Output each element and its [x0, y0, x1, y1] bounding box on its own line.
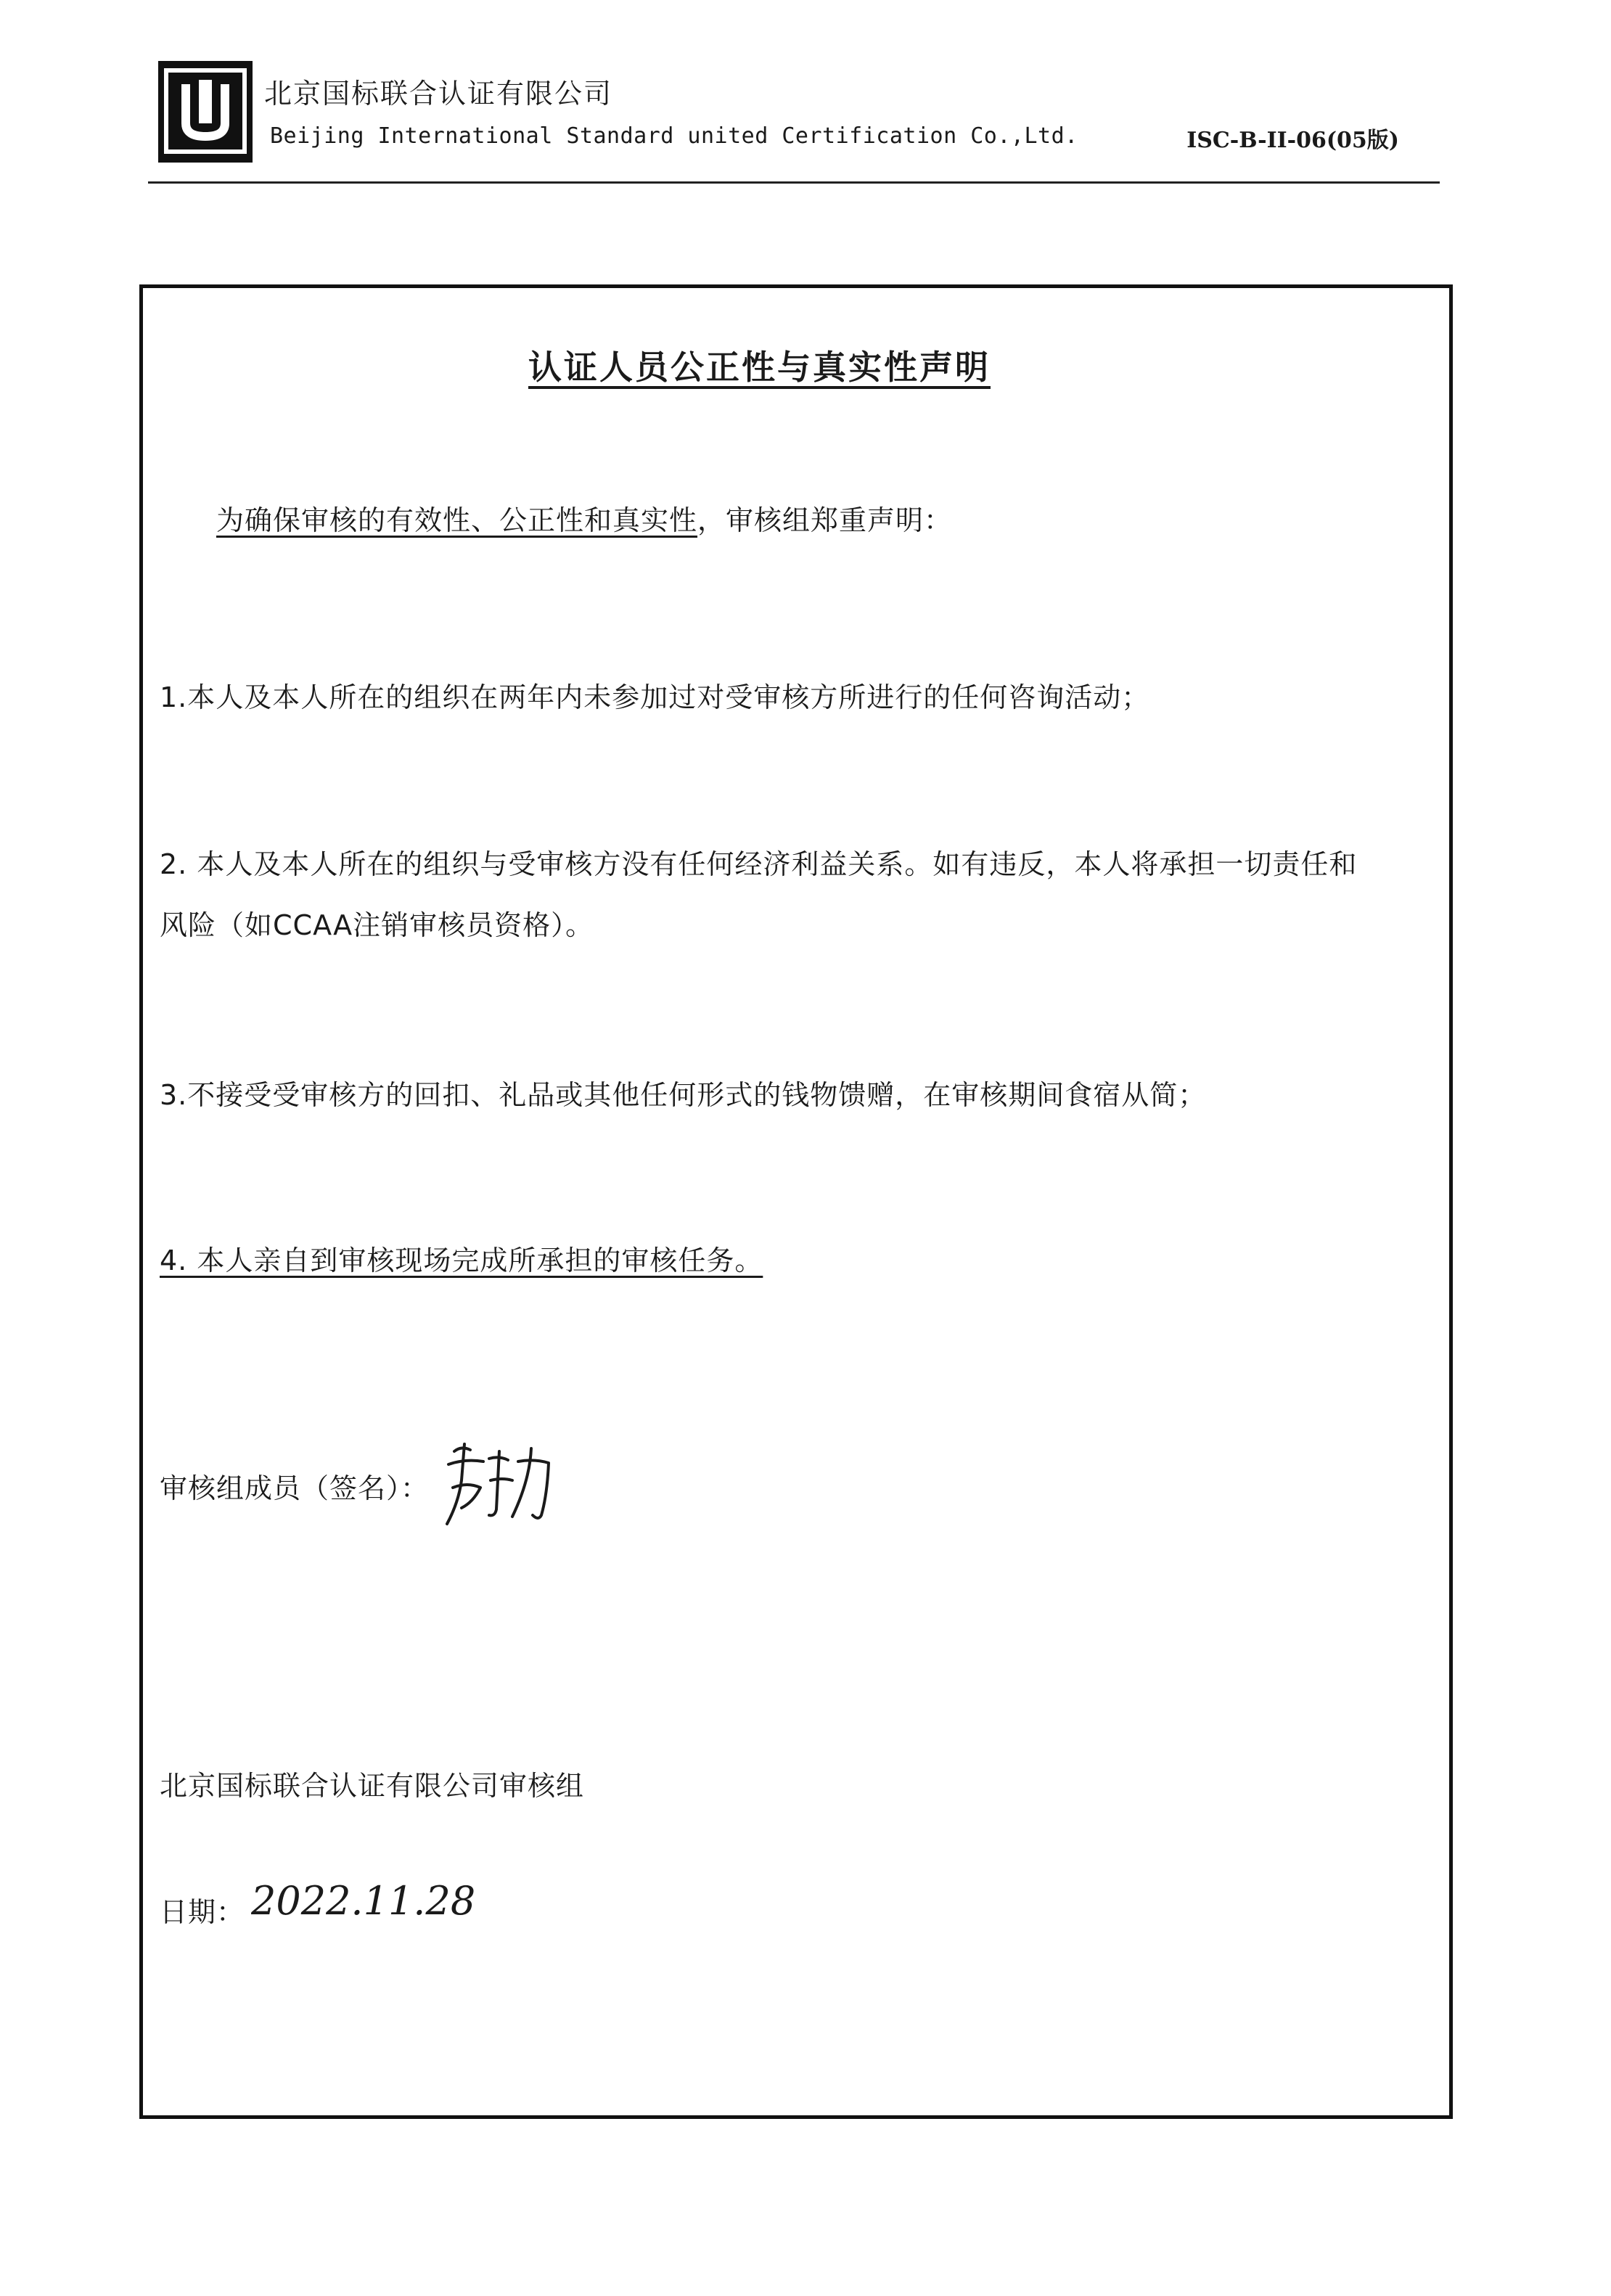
- document-code: ISC-B-II-06(05版): [1186, 128, 1399, 153]
- declaration-item-3: 3.不接受受审核方的回扣、礼品或其他任何形式的钱物馈赠，在审核期间食宿从简；: [160, 1079, 1207, 1111]
- handwritten-date-text: 2022.11.28: [251, 1878, 476, 1924]
- company-logo-icon: [158, 61, 253, 163]
- company-name-cn: 北京国标联合认证有限公司: [264, 78, 613, 110]
- declaration-item-1: 1.本人及本人所在的组织在两年内未参加过对受审核方所进行的任何咨询活动；: [160, 681, 1150, 713]
- members-signature-label: 审核组成员（签名）：: [160, 1472, 430, 1504]
- date-label: 日期：: [160, 1896, 245, 1928]
- handwritten-signature: [433, 1430, 563, 1538]
- intro-statement: [216, 498, 952, 538]
- declaration-frame: [139, 284, 1453, 2119]
- audit-group-name: 北京国标联合认证有限公司审核组: [160, 1770, 585, 1802]
- declaration-item-2-line-1: 2. 本人及本人所在的组织与受审核方没有任何经济利益关系。如有违反，本人将承担一切责任和: [160, 848, 1358, 880]
- header-divider: [148, 181, 1440, 184]
- intro-underlined: 为确保审核的有效性、公正性和真实性: [216, 504, 698, 536]
- declaration-title: 认证人员公正性与真实性声明: [528, 348, 991, 387]
- declaration-item-2-line-2: 风险（如CCAA注销审核员资格）。: [160, 909, 594, 941]
- declaration-item-4: 4. 本人亲自到审核现场完成所承担的审核任务。: [160, 1245, 763, 1276]
- handwritten-date: [251, 1872, 476, 1930]
- company-name-en: Beijing International Standard united Certification Co.,Ltd.: [270, 123, 1078, 149]
- intro-rest: ，审核组郑重声明：: [697, 504, 953, 536]
